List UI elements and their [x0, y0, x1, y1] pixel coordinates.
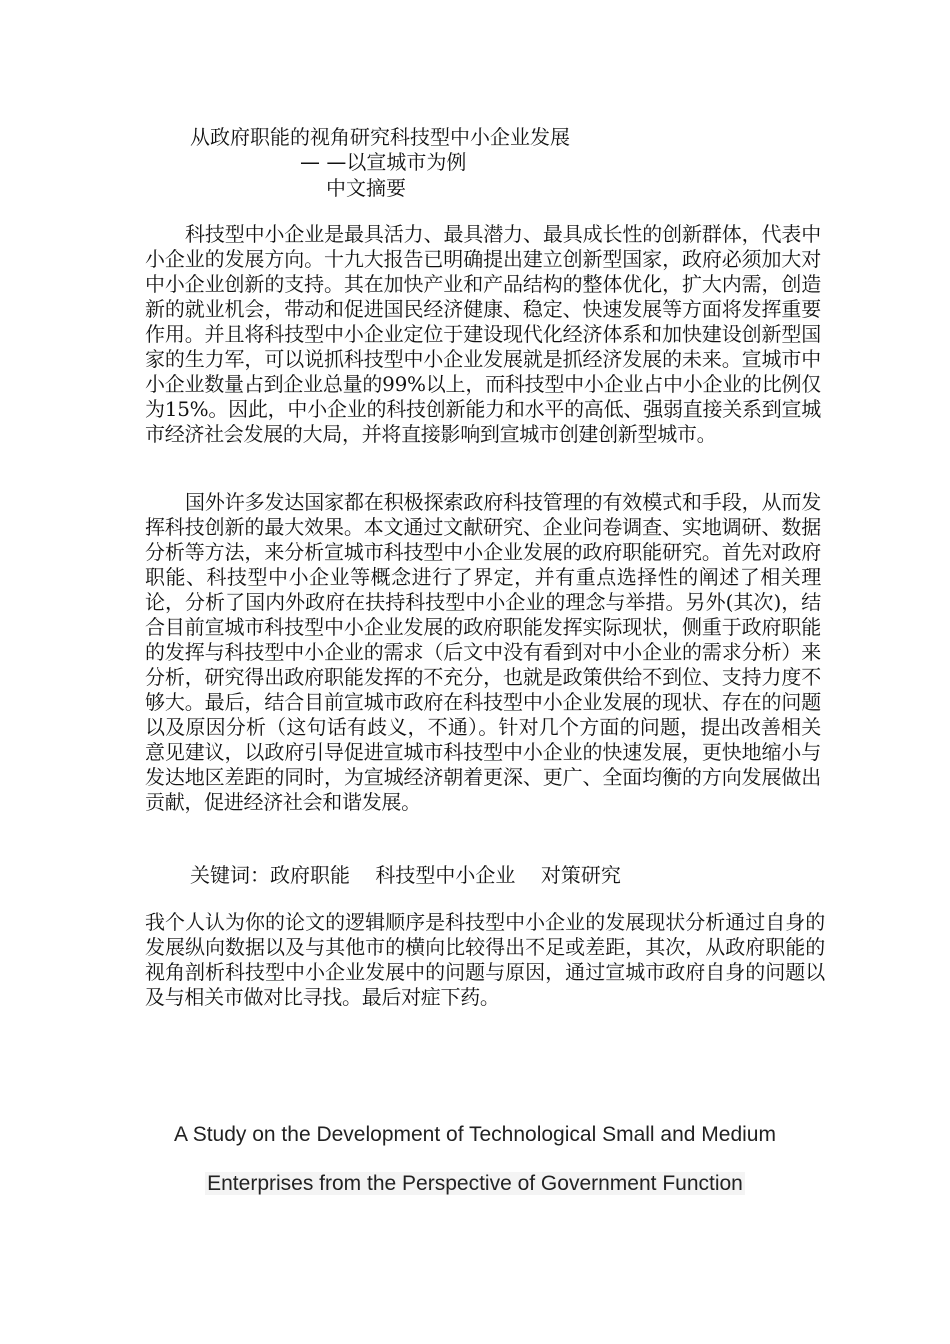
abstract-paragraph-2: 国外许多发达国家都在积极探索政府科技管理的有效模式和手段，从而发挥科技创新的最大效果。本文通过文献研究、企业问卷调查、实地调研、数据分析等方法，来分析宣城市科技型中小企业发展的政府职能研究。首先对政府职能、科技型中小企业等概念进行了界定，并有重点选择性的阐述了相关理论，分析了国内外政府在扶持科技型中小企业的理念与举措。另外(其次)，结合目前宣城市科技型中小企业发展的政府职能发挥实际现状，侧重于政府职能的发挥与科技型中小企业的需求（后文中没有看到对中小企业的需求分析）来分析，研究得出政府职能发挥的不充分，也就是政策供给不到位、支持力度不够大。最后，结合目前宣城市政府在科技型中小企业发展的现状、存在的问题以及原因分析（这句话有歧义，不通）。针对几个方面的问题，提出改善相关意见建议，以政府引导促进宣城市科技型中小企业的快速发展，更快地缩小与发达地区差距的同时，为宣城经济朝着更深、更广、全面均衡的方向发展做出贡献，促进经济社会和谐发展。: [145, 490, 821, 814]
english-title-line-1: A Study on the Development of Technological Small and Medium: [174, 1123, 776, 1146]
chinese-subtitle: — —以宣城市为例: [300, 150, 467, 174]
english-title-line-2-text: Enterprises from the Perspective of Government Function: [207, 1172, 743, 1195]
abstract-heading: 中文摘要: [326, 176, 406, 200]
abstract-paragraph-1: 科技型中小企业是最具活力、最具潜力、最具成长性的创新群体，代表中小企业的发展方向。十九大报告已明确提出建立创新型国家，政府必须加大对中小企业创新的支持。其在加快产业和产品结构的整体优化，扩大内需，创造新的就业机会，带动和促进国民经济健康、稳定、快速发展等方面将发挥重要作用。并且将科技型中小企业定位于建设现代化经济体系和加快建设创新型国家的生力军，可以说抓科技型中小企业发展就是抓经济发展的未来。宣城市中小企业数量占到企业总量的99%以上，而科技型中小企业占中小企业的比例仅为15%。因此，中小企业的科技创新能力和水平的高低、强弱直接关系到宣城市经济社会发展的大局，并将直接影响到宣城市创建创新型城市。: [145, 222, 821, 446]
reviewer-comment: 我个人认为你的论文的逻辑顺序是科技型中小企业的发展现状分析通过自身的发展纵向数据以及与其他市的横向比较得出不足或差距，其次，从政府职能的视角剖析科技型中小企业发展中的问题与原因，通过宣城市政府自身的问题以及与相关市做对比寻找。最后对症下药。: [145, 910, 825, 1009]
keywords-line: 关键词：政府职能 科技型中小企业 对策研究: [190, 863, 621, 887]
chinese-title: 从政府职能的视角研究科技型中小企业发展: [190, 125, 570, 149]
english-title-line-2: [0, 1170, 950, 1198]
